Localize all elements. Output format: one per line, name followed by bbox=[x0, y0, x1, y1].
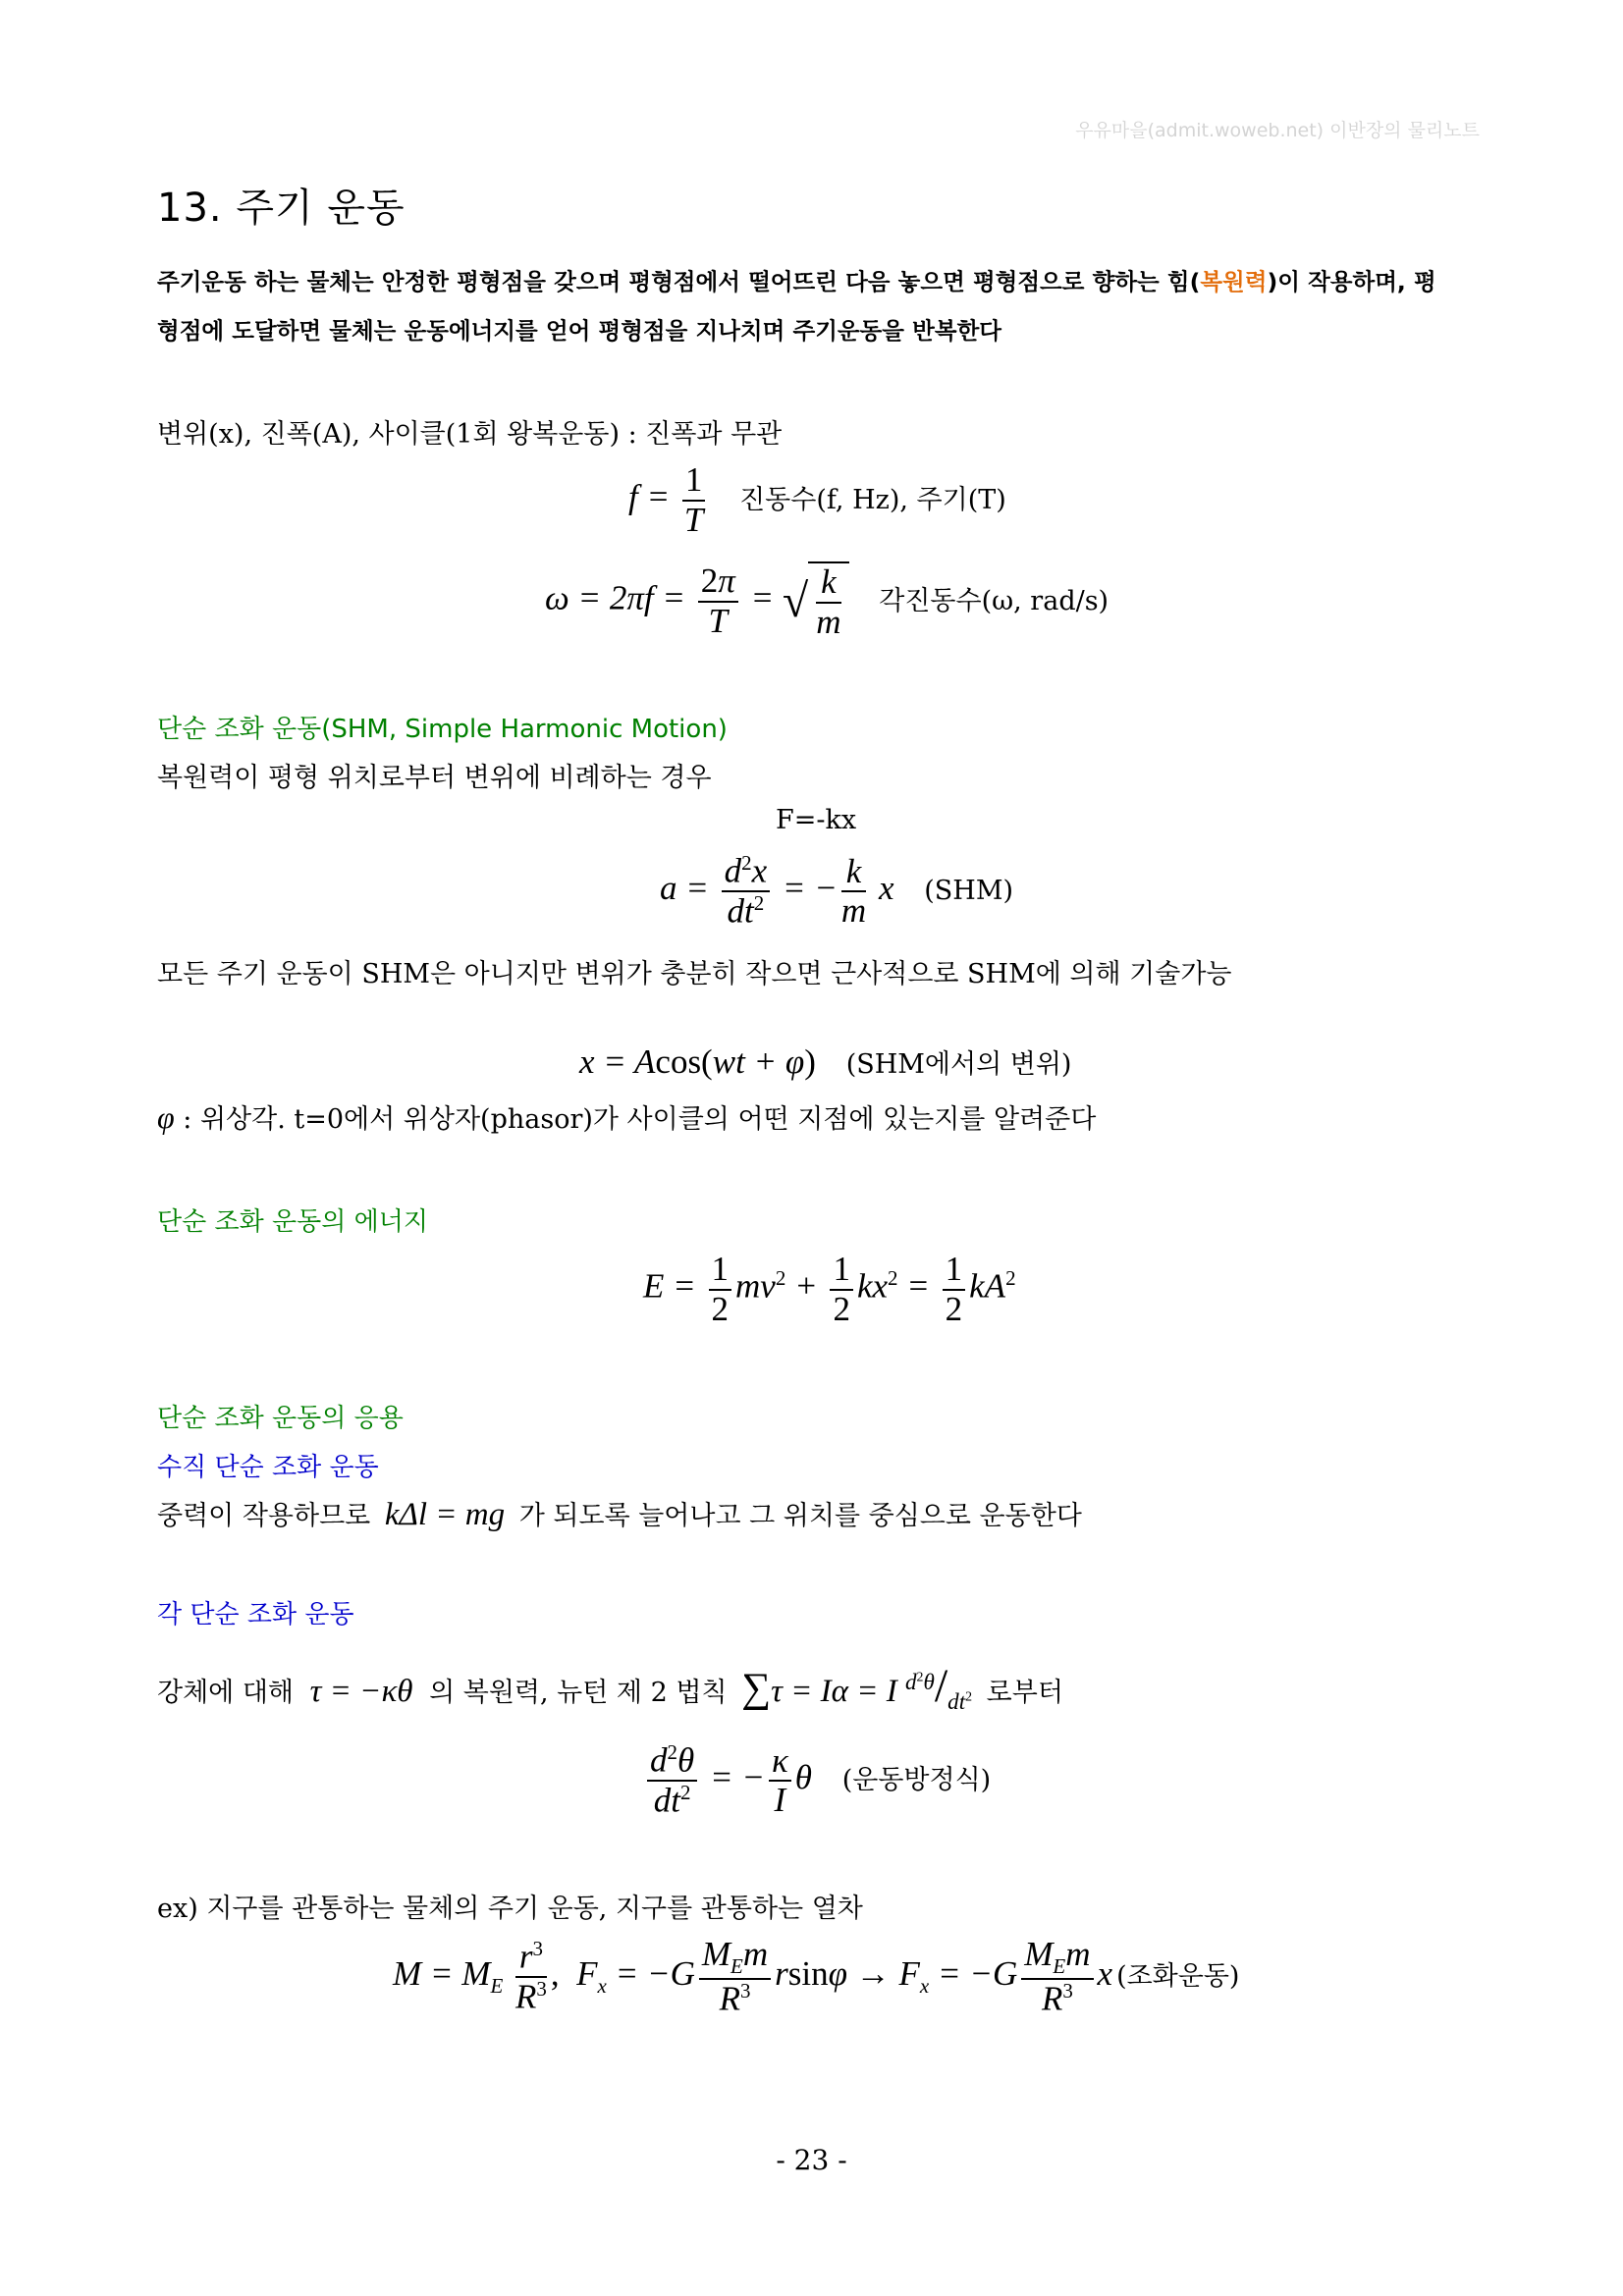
example-line: ex) 지구를 관통하는 물체의 주기 운동, 지구를 관통하는 열차 bbox=[157, 1894, 863, 1924]
angular-equation-of-motion: $\frac{d^2\theta}{dt^2}$ = − $\frac{\kappa}{I}$ θ (운동방정식) bbox=[643, 1741, 991, 1820]
page-number: - 23 - bbox=[776, 2144, 847, 2176]
vertical-shm-line: 중력이 작용하므로 kΔl = mg 가 되도록 늘어나고 그 위치를 중심으로 운동한다 bbox=[157, 1497, 1082, 1532]
intro-text-a: 주기운동 하는 물체는 안정한 평형점을 갖으며 평형점에서 떨어뜨린 다음 놓으면 평형점으로 향하는 힘( bbox=[157, 268, 1201, 295]
shm-energy-equation: E = $\frac{1}{2}$ $mv^2$ + $\frac{1}{2}$ $kx^2$ = $\frac{1}{2}$ $kA^2$ bbox=[643, 1250, 1016, 1328]
shm-heading-en: (SHM, Simple Harmonic Motion) bbox=[321, 715, 728, 744]
vertical-shm-heading: 수직 단순 조화 운동 bbox=[157, 1453, 379, 1482]
shm-heading bbox=[157, 709, 728, 745]
applications-heading: 단순 조화 운동의 응용 bbox=[157, 1404, 404, 1433]
frequency-equation: f = $\frac{1}{T}$ 진동수(f, Hz), 주기(T) bbox=[628, 460, 1006, 539]
energy-heading: 단순 조화 운동의 에너지 bbox=[157, 1207, 428, 1237]
shm-heading-ko: 단순 조화 운동 bbox=[157, 715, 322, 744]
intro-line-1 bbox=[157, 263, 1436, 296]
earth-tunnel-equation: $M = M_E$ $\frac{r^3}{R^3}$ , $F_x = -G$ $\frac{M_Em}{R^3}$ $rsin\varphi \to F_x = -G$ $\frac{M_Em}{R^3}$ x (조화운동) bbox=[393, 1935, 1240, 2018]
shm-displacement-note: (SHM에서의 변위) bbox=[845, 1049, 1072, 1080]
terms-line: 변위(x), 진폭(A), 사이클(1회 왕복운동) : 진폭과 무관 bbox=[157, 419, 783, 450]
intro-text-b: )이 작용하며, 평 bbox=[1267, 268, 1436, 295]
shm-acceleration-equation: a = $\frac{d^2x}{dt^2}$ = − $\frac{k}{m}$ x (SHM) bbox=[660, 851, 1014, 931]
rigid-body-line: 강체에 대해 τ = −κθ 의 복원력, 뉴턴 제 2 법칙 ∑τ = Iα = I $^{d^2\theta}/_{dt^2}$ 로부터 bbox=[157, 1660, 1063, 1714]
frequency-note: 진동수(f, Hz), 주기(T) bbox=[739, 484, 1006, 515]
shm-acceleration-note: (SHM) bbox=[924, 876, 1014, 907]
shm-approximation: 모든 주기 운동이 SHM은 아니지만 변위가 충분히 작으면 근사적으로 SHM에 의해 기술가능 bbox=[157, 959, 1232, 989]
vertical-shm-text-a: 중력이 작용하므로 bbox=[157, 1501, 371, 1531]
hooke-law: F=-kx bbox=[776, 805, 857, 835]
phase-angle-description: : 위상각. t=0에서 위상자(phasor)가 사이클의 어떤 지점에 있는지를 알려준다 bbox=[183, 1104, 1097, 1135]
rigid-body-text-a: 강체에 대해 bbox=[157, 1678, 294, 1708]
harmonic-motion-note: (조화운동) bbox=[1116, 1961, 1240, 1993]
shm-description: 복원력이 평형 위치로부터 변위에 비례하는 경우 bbox=[157, 763, 712, 793]
rigid-body-text-c: 로부터 bbox=[986, 1678, 1063, 1708]
equation-of-motion-note: (운동방정식) bbox=[841, 1765, 992, 1796]
intro-line-2: 형점에 도달하면 물체는 운동에너지를 얻어 평형점을 지나치며 주기운동을 반복한다 bbox=[157, 317, 1001, 345]
angular-shm-heading: 각 단순 조화 운동 bbox=[157, 1600, 354, 1629]
vertical-shm-text-b: 가 되도록 늘어나고 그 위치를 중심으로 운동한다 bbox=[518, 1501, 1082, 1531]
angular-frequency-note: 각진동수(ω, rad/s) bbox=[879, 585, 1109, 616]
restoring-force-highlight: 복원력 bbox=[1200, 268, 1268, 295]
page-header: 우유마을(admit.woweb.net) 이반장의 물리노트 bbox=[1075, 120, 1480, 141]
shm-displacement-equation: x = Acos(wt + φ) (SHM에서의 변위) bbox=[579, 1042, 1072, 1081]
rigid-body-text-b: 의 복원력, 뉴턴 제 2 법칙 bbox=[429, 1678, 728, 1708]
phase-angle-line: φ : 위상각. t=0에서 위상자(phasor)가 사이클의 어떤 지점에 있는지를 알려준다 bbox=[157, 1099, 1097, 1135]
page-title: 13. 주기 운동 bbox=[157, 186, 406, 231]
angular-frequency-equation: ω = 2πf = $\frac{2\pi}{T}$ = √ $\frac{k}{m}$ 각진동수(ω, rad/s) bbox=[545, 561, 1109, 641]
